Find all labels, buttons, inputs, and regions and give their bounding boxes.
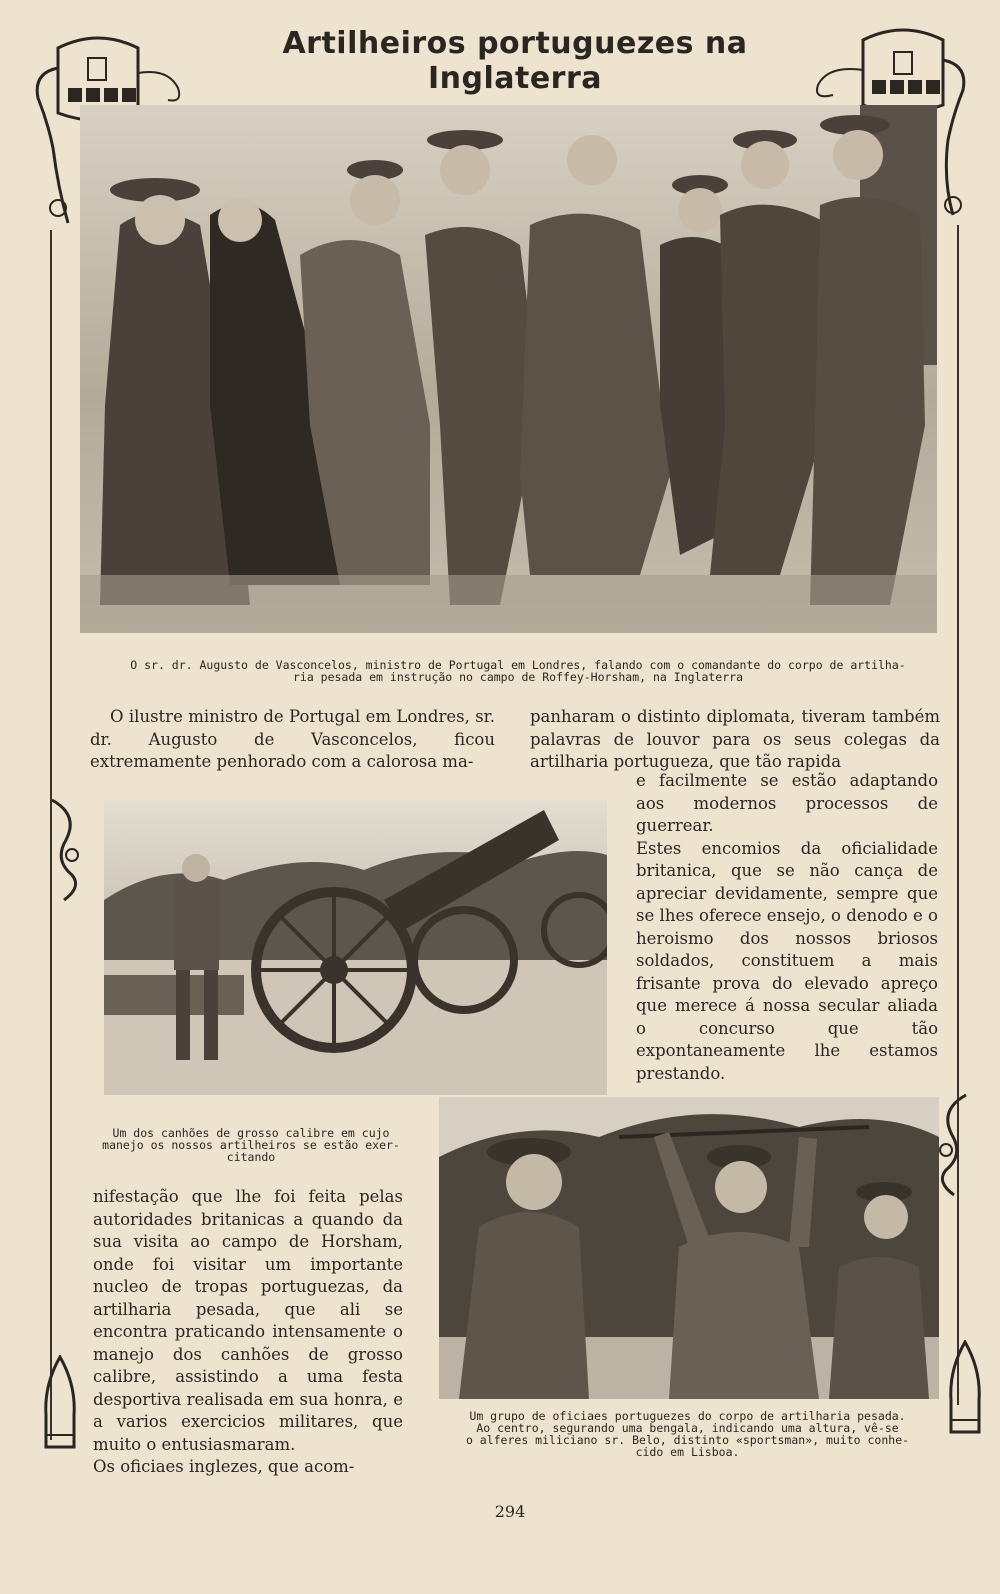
officers-photo-caption-line: Um grupo de oficiaes portuguezes do corpo de artilharia pesada. [469, 1409, 906, 1423]
page-number: 294 [494, 1502, 526, 1521]
officers-photo-caption-line: Ao centro, segurando uma bengala, indicando uma altura, vê-se [476, 1421, 899, 1435]
right-border-line [957, 225, 959, 1405]
cannon-photo-caption [86, 1127, 416, 1163]
article-col1-top: O ilustre ministro de Portugal em Londres, sr. dr. Augusto de Vasconcelos, ficou extremamente penhorado com a calorosa ma- [90, 707, 495, 771]
article-col1-bottom: nifestação que lhe foi feita pelas autoridades britanicas a quando da sua visita ao campo de Horsham, onde foi visitar um importante nucleo de tropas portuguezas, da artilharia pesada, que ali se encontra praticando intensamente o manejo dos canhões de grosso calibre, assistindo a uma festa desportiva realisada em sua honra, e a varios exercicios militares, que muito o entusiasmaram. Os oficiaes inglezes, que acom- [93, 1187, 403, 1476]
cannon-photo-caption-line: Um dos canhões de grosso calibre em cujo [112, 1126, 390, 1140]
article-col2-top: panharam o distinto diplomata, tiveram também palavras de louvor para os seus colegas da artilharia portugueza, que tão rapida [530, 707, 940, 771]
cannon-photo-caption-line: manejo os nossos artilheiros se estão exer- [102, 1138, 400, 1152]
cannon-photo-caption-line: citando [226, 1150, 276, 1164]
right-artillery-shell-ornament [945, 1340, 985, 1440]
page-title: Artilheiros portuguezes na Inglaterra [282, 26, 748, 96]
article-col2-right: e facilmente se estão adaptando aos modernos processos de guerrear. Estes encomios da oficialidade britanica, que se não cança de apreciar devidamente, sempre que se lhes oferece ensejo, o denodo e o heroismo dos nossos briosos soldados, constituem a mais frisante prova do elevado apreço que merece á nossa secular aliada o concurso que tão expontaneamente lhe estamos prestando. [636, 771, 938, 1083]
officers-photo-caption-line: cido em Lisboa. [635, 1445, 740, 1459]
top-photo-caption [78, 659, 958, 683]
photo-heavy-cannon [104, 800, 607, 1095]
left-scroll-ornament [44, 795, 88, 905]
officers-photo-caption-line: o alferes miliciano sr. Belo, distinto «sportsman», muito conhe- [465, 1433, 910, 1447]
group-photo-minister-and-officers [80, 105, 937, 633]
left-artillery-shell-ornament [40, 1355, 80, 1455]
officers-photo-caption [440, 1410, 935, 1458]
top-photo-caption-line: O sr. dr. Augusto de Vasconcelos, ministro de Portugal em Londres, falando com o comandante do corpo de artilha- [130, 658, 906, 672]
top-photo-caption-line: ria pesada em instrução no campo de Roffey-Horsham, na Inglaterra [292, 670, 744, 684]
photo-officers-group [439, 1097, 939, 1399]
